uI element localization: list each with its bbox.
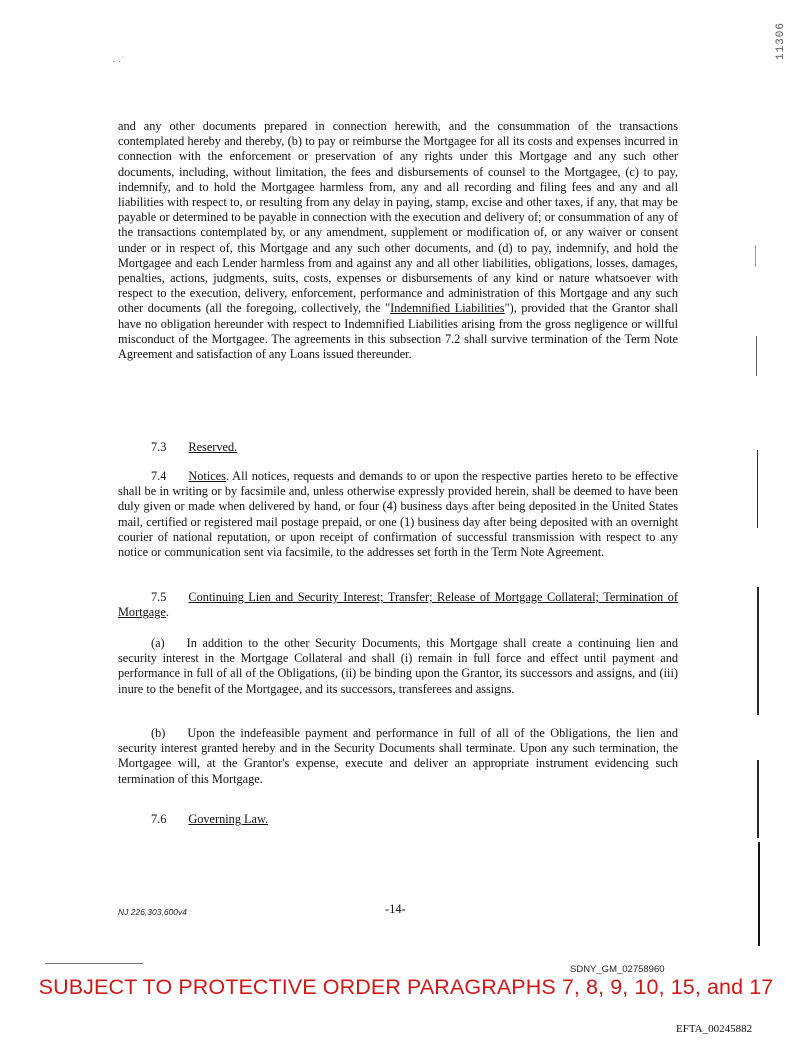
scan-artifact-line xyxy=(758,842,760,946)
section-7-6 xyxy=(151,812,268,827)
scan-specks: · ·˙ xyxy=(112,56,125,67)
section-7-5-a xyxy=(118,636,678,697)
scan-artifact-line xyxy=(757,760,759,838)
scan-artifact-line xyxy=(756,336,757,376)
section-number: 7.5 xyxy=(151,590,167,604)
section-title: Continuing Lien and Security Interest; Transfer; Release of Mortgage Collateral; Termination of Mortgage xyxy=(118,590,678,620)
section-period: . xyxy=(165,605,169,620)
page-number: -14- xyxy=(385,902,406,916)
section-7-3 xyxy=(151,440,237,455)
section-title: Reserved. xyxy=(188,440,238,454)
clause-label: (b) xyxy=(151,726,166,740)
clause-text: In addition to the other Security Documents, this Mortgage shall create a continuing lien and security interest in the Mortgage Collateral and shall (i) remain in full force and effect until payment and performance in full of all of the Obligations, (ii) be binding upon the Grantor, its successors and assigns, and (iii) inure to the benefit of the Mortgagee, and its successors, transferees and assigns. xyxy=(118,636,678,696)
bates-number: SDNY_GM_02758960 xyxy=(570,964,665,975)
efta-number: EFTA_00245882 xyxy=(676,1023,753,1035)
clause-text: Upon the indefeasible payment and performance in full of all of the Obligations, the lien and security interest granted hereby and in the Security Documents shall terminate. Upon any such termination, the Mortgagee will, at the Grantor's expense, execute and deliver an appropriate instrument evidencing such termination of this Mortgage. xyxy=(118,726,678,786)
section-number: 7.6 xyxy=(151,812,167,826)
scan-artifact-line xyxy=(757,587,759,715)
indemnified-liabilities-term: Indemnified Liabilities xyxy=(390,301,505,316)
document-code: NJ 226,303,600v4 xyxy=(118,907,187,917)
section-7-4 xyxy=(118,469,678,560)
section-title: Governing Law. xyxy=(188,812,269,826)
continuation-text: and any other documents prepared in connection herewith, and the consummation of the transactions contemplated hereby and thereby, (b) to pay or reimburse the Mortgagee for all its costs and expenses incurred in connection with the enforcement or preservation of any rights under this Mortgage and any such other documents, including, without limitation, the fees and disbursements of counsel to the Mortgagee, (c) to pay, indemnify, and to hold the Mortgagee harmless from, any and all recording and filing fees and any and all liabilities with respect to, or resulting from any delay in paying, stamp, excise and other taxes, if any, that may be payable or determined to be payable in connection with the execution and delivery of; or consummation of any of the transactions contemplated by, or any amendment, supplement or modification of, or any waiver or consent under or in respect of, this Mortgage and any such other documents, and (d) to pay, indemnify, and hold the Mortgagee and each Lender harmless from and against any and all other liabilities, obligations, losses, damages, penalties, actions, judgments, suits, costs, expenses or disbursements of any kind or nature whatsoever with respect to the execution, delivery, enforcement, performance and administration of this Mortgage and any such other documents (all the foregoing, collectively, the " xyxy=(118,119,678,316)
footer-rule xyxy=(45,963,143,964)
scan-artifact-line xyxy=(755,245,756,267)
section-7-5-b xyxy=(118,726,678,787)
clause-label: (a) xyxy=(151,636,165,650)
section-7-5 xyxy=(118,590,678,620)
margin-page-number: 11306 xyxy=(775,22,787,61)
paragraph-indemnification-continuation xyxy=(118,119,678,362)
section-text: . All notices, requests and demands to or upon the respective parties hereto to be effective shall be in writing or by facsimile and, unless otherwise expressly provided herein, shall be deemed to have been duly given or made when delivered by hand, or four (4) business days after being deposited in the United States mail, certified or registered mail postage prepaid, or one (1) business day after being deposited with an overnight courier of national reputation, or upon receipt of confirmation of successful transmission with respect to any notice or communication sent via facsimile, to the addresses set forth in the Term Note Agreement. xyxy=(118,469,678,560)
continuation-end-text: "), provided that the Grantor shall have no obligation hereunder with respect to Indemnified Liabilities arising from the gross negligence or willful misconduct of the Mortgagee. The agreements in this subsection 7.2 shall survive termination of the Term Note Agreement and satisfaction of any Loans issued thereunder. xyxy=(118,301,678,362)
protective-order-notice: SUBJECT TO PROTECTIVE ORDER PARAGRAPHS 7, 8, 9, 10, 15, and 17 xyxy=(38,975,774,999)
scan-artifact-line xyxy=(757,450,758,528)
section-number: 7.3 xyxy=(151,440,167,454)
section-title: Notices xyxy=(188,469,226,483)
section-number: 7.4 xyxy=(151,469,167,483)
